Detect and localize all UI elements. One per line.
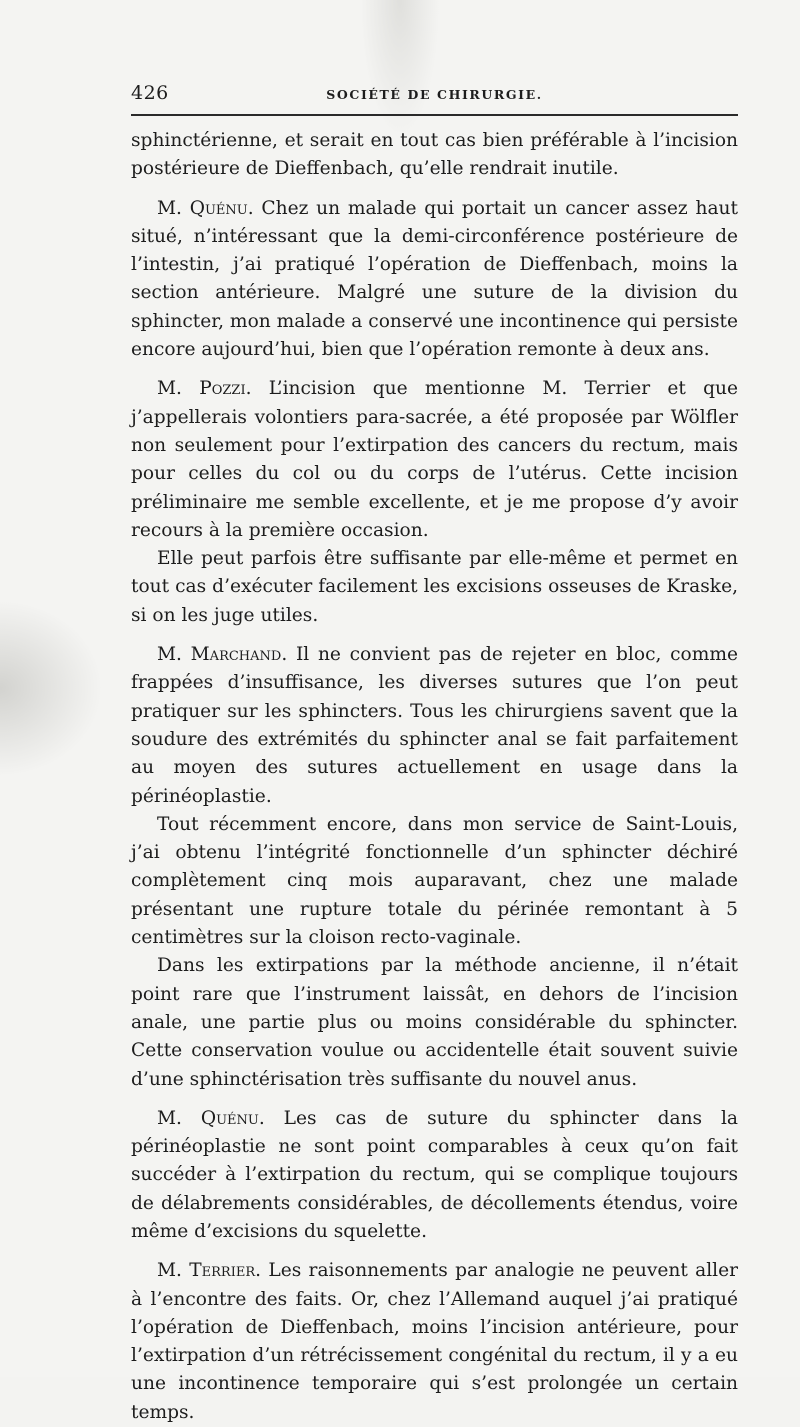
- paragraph: [131, 375, 738, 545]
- page-number: 426: [131, 82, 169, 104]
- speaker-name: M. Marchand.: [157, 644, 288, 666]
- page-header: [131, 82, 738, 108]
- paragraph: [131, 1257, 738, 1427]
- paragraph: [131, 127, 738, 184]
- paragraph: [131, 952, 738, 1093]
- speaker-name: M. Pozzi.: [157, 378, 252, 400]
- paragraph-text: Les raisonnements par analogie ne peuvent aller à l’encontre des faits. Or, chez l’Allemand auquel j’ai pratiqué l’opération de Dieffenbach, moins l’incision antérieure, pour l’extirpation d’un rétrécissement congénital du rectum, il y a eu une incontinence temporaire qui s’est prolongée un certain temps.: [131, 1260, 738, 1423]
- paragraph-text: Tout récemment encore, dans mon service de Saint-Louis, j’ai obtenu l’intégrité fonctionnelle d’un sphincter déchiré complètement cinq mois auparavant, chez une malade présentant une rupture totale du périnée remontant à 5 centimètres sur la cloison recto-vaginale.: [131, 813, 738, 949]
- paragraph-text: Elle peut parfois être suffisante par elle-même et permet en tout cas d’exécuter facilement les excisions osseuses de Kraske, si on les juge utiles.: [131, 548, 738, 626]
- speaker-name: M. Quénu.: [157, 1107, 265, 1129]
- paragraph: [131, 195, 738, 365]
- paragraph: [131, 641, 738, 811]
- paragraph-text: Les cas de suture du sphincter dans la périnéoplastie ne sont point comparables à ceux qu’on fait succéder à l’extirpation du rectum, qui se complique toujours de délabrements considérables, de décollements étendus, voire même d’excisions du squelette.: [131, 1107, 738, 1242]
- page-body: [131, 127, 738, 1427]
- paragraph-text: Il ne convient pas de rejeter en bloc, comme frappées d’insuffisance, les diverses sutures que l’on peut pratiquer sur les sphincters. Tous les chirurgiens savent que la soudure des extrémités du sphincter anal se fait parfaitement au moyen des sutures actuellement en usage dans la périnéoplastie.: [131, 644, 738, 807]
- paragraph: [131, 811, 738, 952]
- paragraph: [131, 545, 738, 630]
- paragraph-text: Dans les extirpations par la méthode ancienne, il n’était point rare que l’instrument laissât, en dehors de l’incision anale, une partie plus ou moins considérable du sphincter. Cette conservation voulue ou accidentelle était souvent suivie d’une sphinctérisation très suffisante du nouvel anus.: [131, 955, 738, 1090]
- speaker-name: M. Terrier.: [157, 1260, 262, 1282]
- speaker-name: M. Quénu.: [157, 197, 254, 219]
- paragraph-text: Chez un malade qui portait un cancer assez haut situé, n’intéressant que la demi-circonférence postérieure de l’intestin, j’ai pratiqué l’opération de Dieffenbach, moins la section antérieure. Malgré une suture de la division du sphincter, mon malade a conservé une incontinence qui persiste encore aujourd’hui, bien que l’opération remonte à deux ans.: [131, 197, 738, 361]
- paragraph: [131, 1105, 738, 1246]
- paragraph-text: L’incision que mentionne M. Terrier et que j’appellerais volontiers para-sacrée, a été proposée par Wölfler non seulement pour l’extirpation des cancers du rectum, mais pour celles du col ou du corps de l’utérus. Cette incision préliminaire me semble excellente, et je me propose d’y avoir recours à la première occasion.: [131, 378, 738, 541]
- paragraph-text: sphinctérienne, et serait en tout cas bien préférable à l’incision postérieure de Dieffenbach, qu’elle rendrait inutile.: [131, 130, 738, 180]
- running-title: SOCIÉTÉ DE CHIRURGIE.: [326, 87, 543, 102]
- header-rule: [131, 114, 738, 116]
